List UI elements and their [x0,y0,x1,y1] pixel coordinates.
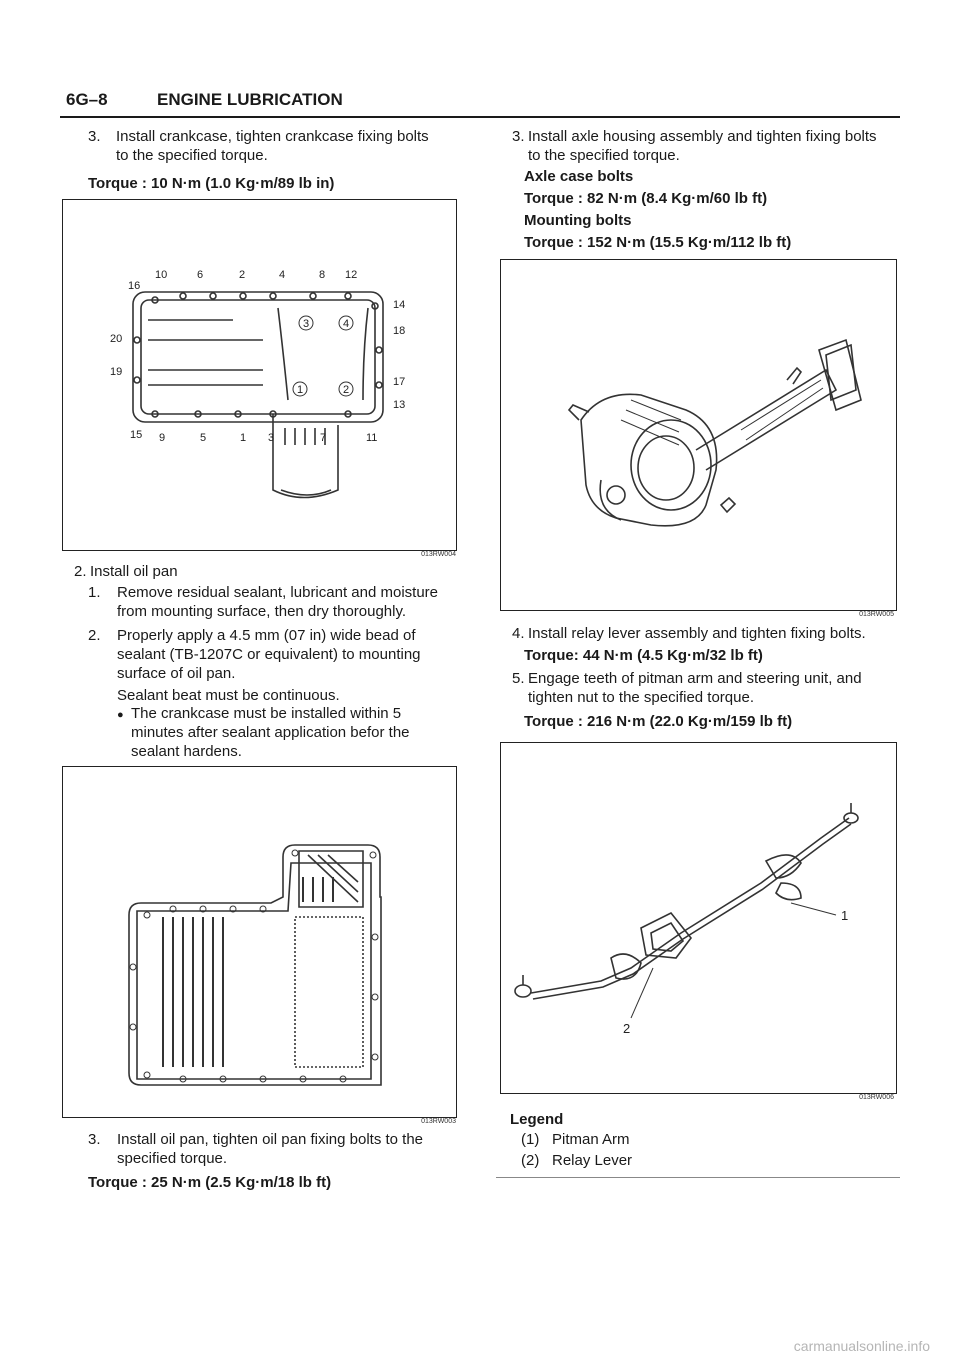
sub-1-line-1: Remove residual sealant, lubricant and moisture [117,584,438,601]
step-3-line-2: to the specified torque. [116,147,268,164]
torque-oil-pan: Torque : 25 N·m (2.5 Kg·m/18 lb ft) [88,1174,332,1191]
header-rule [60,116,900,118]
bolt-label: 11 [366,432,378,444]
torque-relay-lever: Torque: 44 N·m (4.5 Kg·m/32 lb ft) [524,647,763,664]
crankcase-diagram [63,200,456,550]
legend-item-2-number: (2) [521,1152,540,1169]
torque-pitman-nut: Torque : 216 N·m (22.0 Kg·m/159 lb ft) [524,713,793,730]
bolt-label: 8 [319,269,326,281]
bullet-line-2: minutes after sealant application befor the [131,724,410,741]
step-3b-line-1: Install axle housing assembly and tighten fixing bolts [528,128,877,145]
sub-3-line-1: Install oil pan, tighten oil pan fixing bolts to the [117,1131,424,1148]
sub-2-line-2: sealant (TB-1207C or equivalent) to mounting [117,646,421,663]
circled-bolt: 3 [302,318,310,330]
sub-1-line-2: from mounting surface, then dry thoroughly. [117,603,407,620]
bolt-label: 10 [155,269,168,281]
step-4-text: Install relay lever assembly and tighten fixing bolts. [528,625,866,642]
bolt-label: 7 [320,432,327,444]
step-3-line-1: Install crankcase, tighten crankcase fixing bolts [116,128,429,145]
torque-crankcase: Torque : 10 N·m (1.0 Kg·m/89 lb in) [88,175,335,192]
bolt-label: 5 [200,432,207,444]
sub-3-line-2: specified torque. [117,1150,228,1167]
bullet-icon: ● [117,709,124,721]
page-number: 6G–8 [66,90,108,109]
sealant-note: Sealant beat must be continuous. [117,687,340,704]
torque-axle-case: Torque : 82 N·m (8.4 Kg·m/60 lb ft) [524,190,768,207]
legend-item-1-number: (1) [521,1131,540,1148]
bullet-line-1: The crankcase must be installed within 5 [131,705,402,722]
axle-housing-diagram [501,260,896,610]
bullet-line-3: sealant hardens. [131,743,242,760]
circled-bolt: 4 [342,318,350,330]
figure-oil-pan-sealant [62,766,457,1118]
figure-crankcase-bolt-sequence [62,199,457,551]
step-4-number: 4. [512,625,525,642]
bolt-label: 6 [197,269,204,281]
step-3-number: 3. [88,128,101,145]
sub-2-number: 2. [88,627,101,644]
bolt-label: 15 [130,429,143,441]
bolt-label: 4 [279,269,286,281]
steering-linkage-diagram [501,743,896,1093]
figure-code: 013RW003 [421,1118,456,1125]
sub-1-number: 1. [88,584,101,601]
bolt-label: 1 [240,432,247,444]
bolt-label: 18 [393,325,406,337]
legend-title: Legend [510,1111,564,1128]
bolt-label: 17 [393,376,406,388]
torque-mounting: Torque : 152 N·m (15.5 Kg·m/112 lb ft) [524,234,792,251]
sub-2-line-3: surface of oil pan. [117,665,236,682]
step-3b-line-2: to the specified torque. [528,147,680,164]
mounting-heading: Mounting bolts [524,212,632,229]
figure-code: 013RW004 [421,551,456,558]
callout-label: 1 [841,908,849,923]
figure-axle-housing [500,259,897,611]
axle-case-heading: Axle case bolts [524,168,634,185]
figure-code: 013RW005 [859,611,894,618]
bolt-label: 13 [393,399,406,411]
bolt-label: 9 [159,432,166,444]
step-3b-number: 3. [512,128,525,145]
bolt-label: 3 [268,432,275,444]
oil-pan-diagram [63,767,456,1117]
sub-2-line-1: Properly apply a 4.5 mm (07 in) wide bead of [117,627,416,644]
step-2-text: Install oil pan [90,563,178,580]
bolt-label: 12 [345,269,358,281]
figure-code: 013RW006 [859,1094,894,1101]
section-title: ENGINE LUBRICATION [157,90,343,109]
step-5-line-1: Engage teeth of pitman arm and steering unit, and [528,670,862,687]
step-2-number: 2. [74,563,87,580]
circled-bolt: 1 [296,384,304,396]
legend-item-1-text: Pitman Arm [552,1131,630,1148]
watermark: carmanualsonline.info [793,1338,930,1354]
callout-label: 2 [623,1021,631,1036]
step-5-number: 5. [512,670,525,687]
bolt-label: 14 [393,299,406,311]
bolt-label: 16 [128,280,141,292]
bolt-label: 20 [110,333,123,345]
circled-bolt: 2 [342,384,350,396]
sub-3-number: 3. [88,1131,101,1148]
legend-rule [496,1177,900,1178]
bolt-label: 2 [239,269,246,281]
bolt-label: 19 [110,366,123,378]
figure-steering-linkage [500,742,897,1094]
legend-item-2-text: Relay Lever [552,1152,633,1169]
step-5-line-2: tighten nut to the specified torque. [528,689,754,706]
